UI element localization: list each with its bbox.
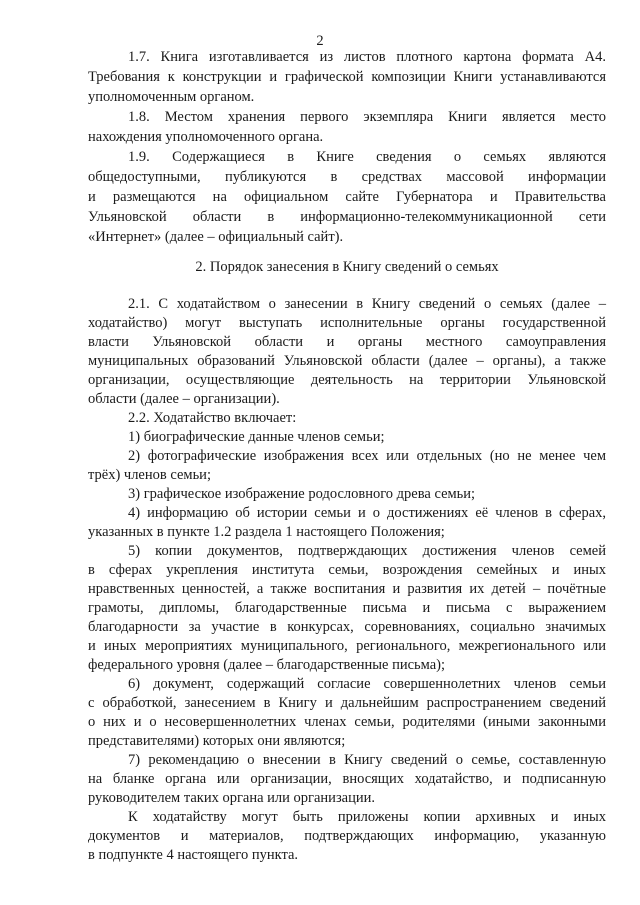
paragraph-1-7-line-2: Требования к конструкции и графической композиции Книги устанавливаются bbox=[88, 69, 606, 85]
paragraph-1-9-line-3: и размещаются на официальном сайте Губернатора и Правительства bbox=[88, 189, 606, 205]
paragraph-2-2: 2.2. Ходатайство включает: bbox=[128, 410, 297, 426]
item-5-line-7: федерального уровня (далее – благодарственные письма); bbox=[88, 657, 446, 673]
item-5-line-4: грамоты, дипломы, благодарственные письма и письма с выражением bbox=[88, 600, 606, 616]
paragraph-1-8-line-1: 1.8. Местом хранения первого экземпляра Книги является место bbox=[128, 109, 606, 125]
item-6-line-1: 6) документ, содержащий согласие совершеннолетних членов семьи bbox=[128, 676, 606, 692]
item-5-line-6: и иных мероприятиях муниципального, регионального, межрегионального или bbox=[88, 638, 606, 654]
item-5-line-2: в сферах укрепления института семьи, возрождения семейных и иных bbox=[88, 562, 606, 578]
item-4-line-1: 4) информацию об истории семьи и о достижениях её членов в сферах, bbox=[128, 505, 606, 521]
item-2-line-1: 2) фотографические изображения всех или отдельных (но не менее чем bbox=[128, 448, 606, 464]
item-2-line-2: трёх) членов семьи; bbox=[88, 467, 211, 483]
section-title: 2. Порядок занесения в Книгу сведений о семьях bbox=[195, 259, 499, 275]
closing-line-2: документов и материалов, подтверждающих информацию, указанную bbox=[88, 828, 606, 844]
paragraph-1-9-line-5: «Интернет» (далее – официальный сайт). bbox=[88, 229, 344, 245]
closing-line-3: в подпункте 4 настоящего пункта. bbox=[88, 847, 299, 863]
item-3: 3) графическое изображение родословного древа семьи; bbox=[128, 486, 476, 502]
paragraph-2-1-line-4: муниципальных образований Ульяновской области (далее – органы), а также bbox=[88, 353, 606, 369]
paragraph-2-1-line-6: области (далее – организации). bbox=[88, 391, 280, 407]
item-4-line-2: указанных в пункте 1.2 раздела 1 настоящего Положения; bbox=[88, 524, 445, 540]
item-5-line-5: благодарности за участие в конкурсах, соревнованиях, социально значимых bbox=[88, 619, 606, 635]
paragraph-2-1-line-5: организации, осуществляющие деятельность на территории Ульяновской bbox=[88, 372, 606, 388]
item-7-line-2: на бланке органа или организации, вносящих ходатайство, и подписанную bbox=[88, 771, 606, 787]
paragraph-2-1-line-3: власти Ульяновской области и органы местного самоуправления bbox=[88, 334, 606, 350]
paragraph-2-1-line-2: ходатайство) могут выступать исполнительные органы государственной bbox=[88, 315, 606, 331]
item-7-line-1: 7) рекомендацию о внесении в Книгу сведений о семье, составленную bbox=[128, 752, 606, 768]
paragraph-1-7-line-3: уполномоченным органом. bbox=[88, 89, 255, 105]
paragraph-1-9-line-2: общедоступными, публикуются в средствах массовой информации bbox=[88, 169, 606, 185]
paragraph-1-9-line-4: Ульяновской области в информационно-телекоммуникационной сети bbox=[88, 209, 606, 225]
item-5-line-3: нравственных ценностей, а также воспитания и развития их детей – почётные bbox=[88, 581, 606, 597]
item-5-line-1: 5) копии документов, подтверждающих достижения членов семей bbox=[128, 543, 606, 559]
item-7-line-3: руководителем таких органа или организации. bbox=[88, 790, 376, 806]
paragraph-1-8-line-2: нахождения уполномоченного органа. bbox=[88, 129, 324, 145]
item-6-line-3: о них и о несовершеннолетних членах семьи, родителями (иными законными bbox=[88, 714, 606, 730]
paragraph-1-7-line-1: 1.7. Книга изготавливается из листов плотного картона формата А4. bbox=[128, 49, 606, 65]
item-1: 1) биографические данные членов семьи; bbox=[128, 429, 385, 445]
item-6-line-2: с обработкой, занесением в Книгу и дальнейшим распространением сведений bbox=[88, 695, 606, 711]
paragraph-2-1-line-1: 2.1. С ходатайством о занесении в Книгу сведений о семьях (далее – bbox=[128, 296, 606, 312]
paragraph-1-9-line-1: 1.9. Содержащиеся в Книге сведения о семьях являются bbox=[128, 149, 606, 165]
closing-line-1: К ходатайству могут быть приложены копии архивных и иных bbox=[128, 809, 606, 825]
item-6-line-4: представителями) которых они являются; bbox=[88, 733, 346, 749]
page-number: 2 bbox=[316, 33, 324, 49]
